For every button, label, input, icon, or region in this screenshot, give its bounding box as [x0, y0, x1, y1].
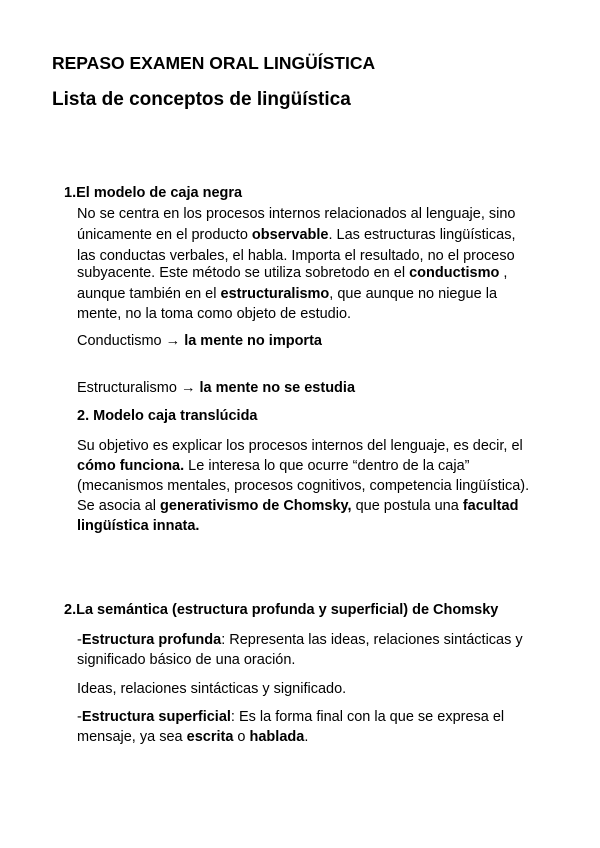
section-1-line-6: mente, no la toma como objeto de estudio.: [77, 306, 352, 322]
section-2-line-3: (mecanismos mentales, procesos cognitivos, competencia lingüística).: [77, 478, 530, 494]
section-1-line-4: subyacente. Este método se utiliza sobretodo en el conductismo ,: [77, 265, 508, 281]
section-2-line-4: Se asocia al generativismo de Chomsky, que postula una facultad: [77, 498, 519, 514]
surface-structure-line-2: mensaje, ya sea escrita o hablada.: [77, 729, 309, 745]
section-1-heading: 1.El modelo de caja negra: [64, 185, 243, 201]
surface-structure-line-1: -Estructura superficial: Es la forma final con la que se expresa el: [77, 709, 505, 725]
deep-structure-line-1: -Estructura profunda: Representa las ideas, relaciones sintácticas y: [77, 632, 523, 648]
estructuralismo-note: Estructuralismo → la mente no se estudia: [77, 380, 356, 396]
section-1-line-3: las conductas verbales, el habla. Importa el resultado, no el proceso: [77, 248, 515, 264]
conductismo-note: Conductismo → la mente no importa: [77, 333, 322, 349]
section-2-line-5: lingüística innata.: [77, 518, 200, 534]
section-2-heading: 2. Modelo caja translúcida: [77, 408, 258, 424]
section-1-line-1: No se centra en los procesos internos relacionados al lenguaje, sino: [77, 206, 516, 222]
section-2-line-2: cómo funciona. Le interesa lo que ocurre “dentro de la caja”: [77, 458, 470, 474]
document-subtitle: Lista de conceptos de lingüística: [52, 89, 351, 110]
document-title: REPASO EXAMEN ORAL LINGÜÍSTICA: [52, 53, 376, 73]
section-1-line-2: únicamente en el producto observable. Las estructuras lingüísticas,: [77, 227, 516, 243]
structure-summary: Ideas, relaciones sintácticas y significado.: [77, 681, 347, 697]
deep-structure-line-2: significado básico de una oración.: [77, 652, 296, 668]
section-2-line-1: Su objetivo es explicar los procesos internos del lenguaje, es decir, el: [77, 438, 523, 454]
section-3-heading: 2.La semántica (estructura profunda y superficial) de Chomsky: [64, 602, 499, 618]
section-1-line-5: aunque también en el estructuralismo, que aunque no niegue la: [77, 286, 498, 302]
